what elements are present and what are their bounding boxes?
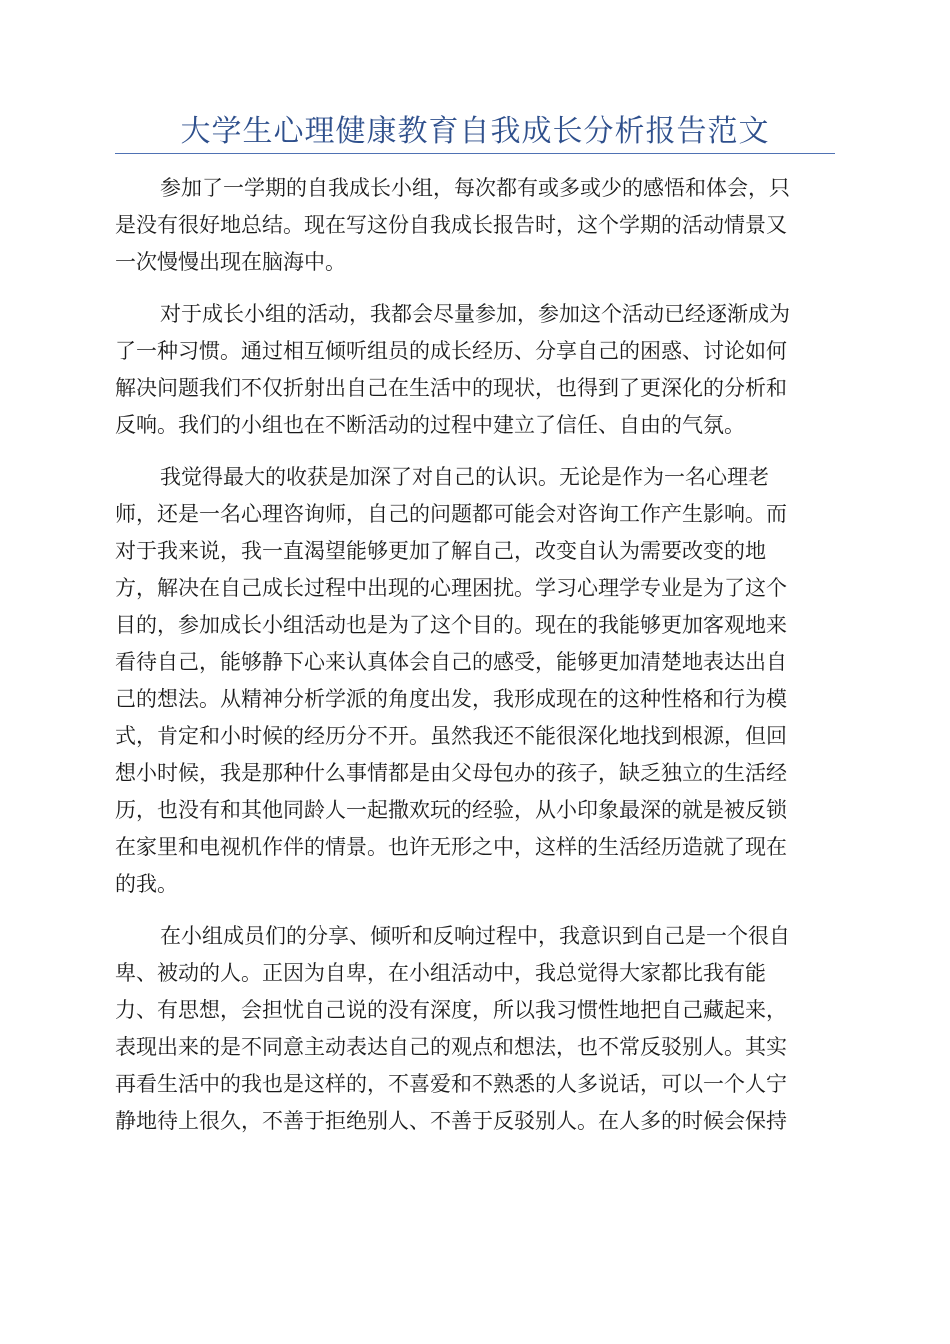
- text-line: 卑、被动的人。正因为自卑，在小组活动中，我总觉得大家都比我有能: [115, 961, 766, 985]
- text-line: 我觉得最大的收获是加深了对自己的认识。无论是作为一名心理老: [160, 465, 769, 489]
- text-line: 在家里和电视机作伴的情景。也许无形之中，这样的生活经历造就了现在: [115, 835, 787, 859]
- text-line: 力、有思想，会担忧自己说的没有深度，所以我习惯性地把自己藏起来，: [115, 998, 787, 1022]
- text-line: 想小时候，我是那种什么事情都是由父母包办的孩子，缺乏独立的生活经: [115, 761, 787, 785]
- text-line: 静地待上很久，不善于拒绝别人、不善于反驳别人。在人多的时候会保持: [115, 1109, 787, 1133]
- text-line: 对于我来说，我一直渴望能够更加了解自己，改变自认为需要改变的地: [115, 539, 766, 563]
- paragraph-4: [115, 918, 835, 1140]
- text-line: 目的，参加成长小组活动也是为了这个目的。现在的我能够更加客观地来: [115, 613, 787, 637]
- paragraph-2: [115, 296, 835, 444]
- title-underline: [115, 153, 835, 154]
- text-line: 看待自己，能够静下心来认真体会自己的感受，能够更加清楚地表达出自: [115, 650, 787, 674]
- document-title: 大学生心理健康教育自我成长分析报告范文: [180, 114, 770, 149]
- paragraph-1: [115, 170, 835, 281]
- text-line: 表现出来的是不同意主动表达自己的观点和想法，也不常反驳别人。其实: [115, 1035, 787, 1059]
- text-line: 式，肯定和小时候的经历分不开。虽然我还不能很深化地找到根源，但回: [115, 724, 787, 748]
- document-body: [115, 170, 835, 1155]
- text-line: 反响。我们的小组也在不断活动的过程中建立了信任、自由的气氛。: [115, 413, 745, 437]
- text-line: 参加了一学期的自我成长小组，每次都有或多或少的感悟和体会，只: [160, 176, 790, 200]
- paragraph-3: [115, 459, 835, 903]
- text-line: 己的想法。从精神分析学派的角度出发，我形成现在的这种性格和行为模: [115, 687, 787, 711]
- text-line: 解决问题我们不仅折射出自己在生活中的现状，也得到了更深化的分析和: [115, 376, 787, 400]
- text-line: 是没有很好地总结。现在写这份自我成长报告时，这个学期的活动情景又: [115, 213, 787, 237]
- text-line: 在小组成员们的分享、倾听和反响过程中，我意识到自己是一个很自: [160, 924, 790, 948]
- text-line: 一次慢慢出现在脑海中。: [115, 250, 346, 274]
- text-line: 的我。: [115, 872, 178, 896]
- text-line: 再看生活中的我也是这样的，不喜爱和不熟悉的人多说话，可以一个人宁: [115, 1072, 787, 1096]
- text-line: 师，还是一名心理咨询师，自己的问题都可能会对咨询工作产生影响。而: [115, 502, 787, 526]
- text-line: 了一种习惯。通过相互倾听组员的成长经历、分享自己的困惑、讨论如何: [115, 339, 787, 363]
- text-line: 对于成长小组的活动，我都会尽量参加，参加这个活动已经逐渐成为: [160, 302, 790, 326]
- text-line: 历，也没有和其他同龄人一起撒欢玩的经验，从小印象最深的就是被反锁: [115, 798, 787, 822]
- text-line: 方，解决在自己成长过程中出现的心理困扰。学习心理学专业是为了这个: [115, 576, 787, 600]
